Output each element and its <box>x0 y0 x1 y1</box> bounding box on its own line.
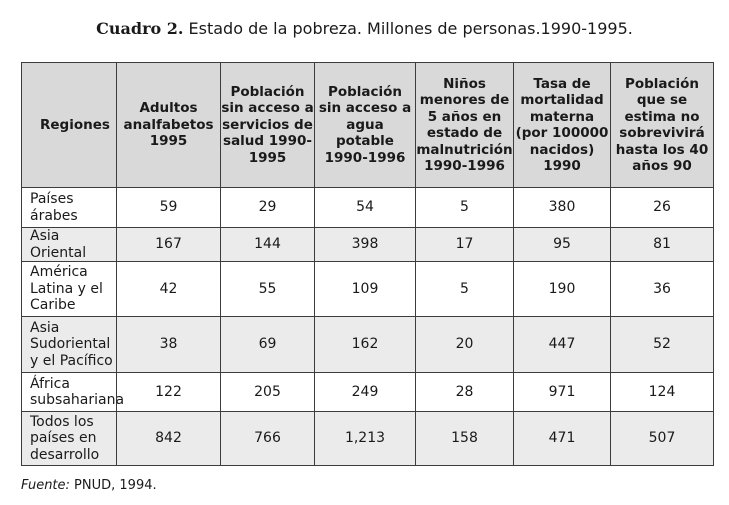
table-cell: 29 <box>221 188 315 228</box>
table-cell: 380 <box>514 188 611 228</box>
table-cell: 249 <box>315 373 416 412</box>
source-label: Fuente: <box>21 478 70 493</box>
region-cell: América Latina y el Caribe <box>22 262 117 317</box>
table-cell: 158 <box>416 412 514 466</box>
table-cell: 17 <box>416 228 514 262</box>
table-cell: 109 <box>315 262 416 317</box>
table-cell: 190 <box>514 262 611 317</box>
source-text: PNUD, 1994. <box>74 478 157 493</box>
table-cell: 507 <box>611 412 714 466</box>
table-cell: 766 <box>221 412 315 466</box>
table-cell: 124 <box>611 373 714 412</box>
table-cell: 36 <box>611 262 714 317</box>
table-cell: 471 <box>514 412 611 466</box>
table-row <box>22 373 714 412</box>
region-cell: Países árabes <box>22 188 117 228</box>
table-row <box>22 317 714 373</box>
table-cell: 55 <box>221 262 315 317</box>
region-cell: África subsahariana <box>22 373 117 412</box>
table-cell: 59 <box>117 188 221 228</box>
table-cell: 5 <box>416 188 514 228</box>
region-cell: Asia Sudoriental y el Pacífico <box>22 317 117 373</box>
source-note <box>21 478 157 493</box>
table-cell: 5 <box>416 262 514 317</box>
header-row <box>22 63 714 188</box>
caption-label: Cuadro 2. <box>96 19 184 38</box>
table-cell: 842 <box>117 412 221 466</box>
header-ninos-malnutricion: Niños menores de 5 años en estado de malnutrición 1990-1996 <box>416 63 514 188</box>
table-row <box>22 412 714 466</box>
table-cell: 398 <box>315 228 416 262</box>
region-cell: Asia Oriental <box>22 228 117 262</box>
table-cell: 205 <box>221 373 315 412</box>
table-cell: 54 <box>315 188 416 228</box>
table-cell: 167 <box>117 228 221 262</box>
table-caption <box>0 19 729 38</box>
caption-text: Estado de la pobreza. Millones de personas.1990-1995. <box>188 19 633 38</box>
header-sin-agua-potable: Población sin acceso a agua potable 1990-1996 <box>315 63 416 188</box>
table-cell: 42 <box>117 262 221 317</box>
table-cell: 26 <box>611 188 714 228</box>
header-sin-servicios-salud: Población sin acceso a servicios de salud 1990-1995 <box>221 63 315 188</box>
region-cell: Todos los países en desarrollo <box>22 412 117 466</box>
header-no-sobrevivira-40: Población que se estima no sobrevivirá hasta los 40 años 90 <box>611 63 714 188</box>
table-row <box>22 228 714 262</box>
table-cell: 447 <box>514 317 611 373</box>
header-regiones: Regiones <box>22 63 117 188</box>
table-row <box>22 262 714 317</box>
table-cell: 81 <box>611 228 714 262</box>
header-mortalidad-materna: Tasa de mortalidad materna (por 100000 nacidos) 1990 <box>514 63 611 188</box>
table-cell: 69 <box>221 317 315 373</box>
table-cell: 20 <box>416 317 514 373</box>
table-cell: 52 <box>611 317 714 373</box>
table-cell: 95 <box>514 228 611 262</box>
table-cell: 971 <box>514 373 611 412</box>
header-adultos-analfabetos: Adultos analfabetos 1995 <box>117 63 221 188</box>
table-cell: 162 <box>315 317 416 373</box>
poverty-table <box>21 62 714 466</box>
table-cell: 122 <box>117 373 221 412</box>
table-row <box>22 188 714 228</box>
table-cell: 38 <box>117 317 221 373</box>
table-cell: 144 <box>221 228 315 262</box>
table-cell: 28 <box>416 373 514 412</box>
table-cell: 1,213 <box>315 412 416 466</box>
